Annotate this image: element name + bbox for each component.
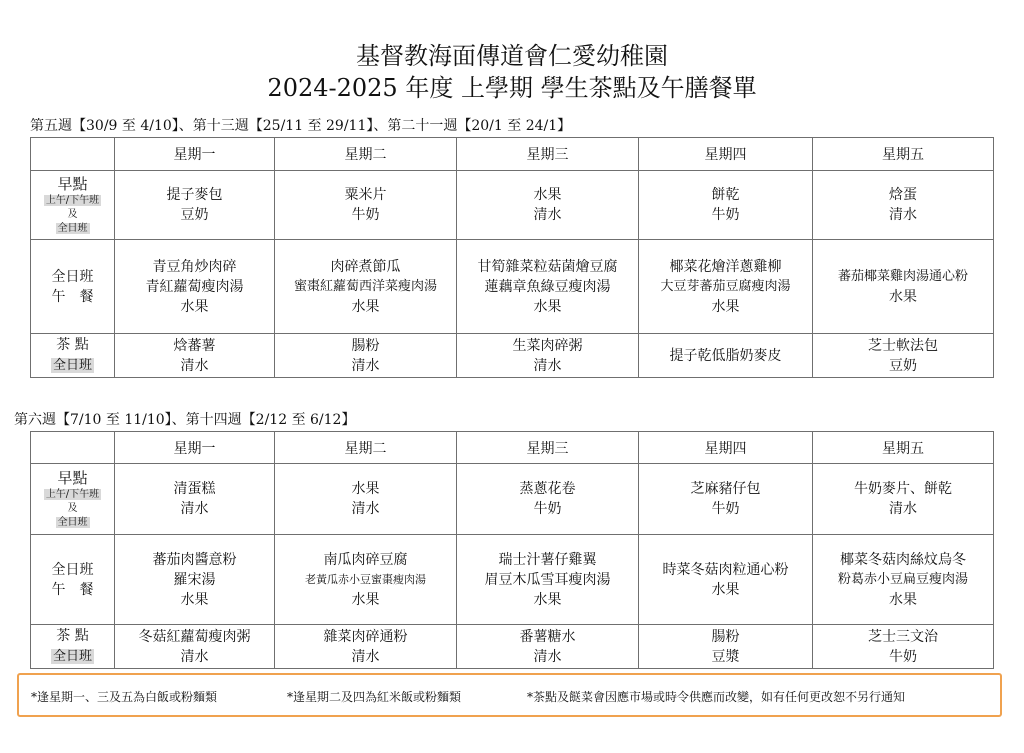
menu-item-text (33, 194, 112, 208)
menu-item-text (33, 516, 112, 530)
menu-cell (275, 535, 457, 625)
menu-item-text: 全日班 (52, 649, 92, 664)
menu-item-text: 老黃瓜赤小豆蜜棗瘦肉湯 (305, 572, 426, 586)
menu-cell (639, 625, 813, 669)
footer-notes-box (17, 673, 1002, 717)
menu-item-text: 上午/下午班 (45, 488, 100, 500)
menu-item-text: 焓蕃薯 (173, 337, 216, 354)
menu-item-text: 上午/下午班 (45, 194, 100, 206)
day-header: 星期三 (457, 138, 639, 171)
menu-item-text: 清水 (889, 501, 917, 517)
note-red-rice: *逢星期二及四為紅米飯或粉麵類 (287, 690, 462, 704)
menu-item-text: 青豆角炒肉碎 (152, 258, 237, 275)
menu-cell (457, 240, 639, 334)
menu-item-text: 青紅蘿蔔瘦肉湯 (145, 278, 244, 295)
menu-item-text: 水果 (180, 298, 209, 315)
menu-item-text: 午 餐 (51, 288, 94, 305)
tea-row-label (31, 625, 115, 669)
menu-item-text: 早點 (57, 174, 88, 193)
menu-item-text: 粟米片 (344, 187, 387, 203)
menu-item-text: 生菜肉碎粥 (512, 337, 583, 354)
menu-item-text: 椰菜冬菇肉絲炆烏冬 (840, 551, 966, 568)
menu-cell (813, 535, 994, 625)
menu-item-text: 清水 (180, 648, 209, 665)
menu-table-week-b (30, 431, 994, 669)
menu-cell (115, 240, 275, 334)
menu-item-text: 豆奶 (889, 357, 917, 374)
menu-cell (457, 535, 639, 625)
menu-term-title: 2024-2025 年度 上學期 學生茶點及午膳餐單 (267, 74, 757, 102)
menu-item-text: 茶 點 (56, 628, 89, 644)
menu-item-text: 牛奶 (351, 207, 380, 223)
menu-item-text: 牛奶 (711, 207, 740, 223)
note-white-rice: *逢星期一、三及五為白飯或粉麵類 (31, 690, 218, 704)
menu-cell (639, 535, 813, 625)
corner-cell (31, 432, 115, 464)
day-header: 星期三 (457, 432, 639, 464)
menu-item-text: 南瓜肉碎豆腐 (323, 551, 408, 568)
menu-item-text: 腸粉 (711, 628, 740, 645)
menu-item-text: 清水 (533, 207, 562, 223)
menu-cell (115, 464, 275, 535)
day-header: 星期五 (813, 138, 994, 171)
menu-item-text: 芝麻豬仔包 (690, 481, 761, 497)
menu-item-text: 蕃茄肉醬意粉 (152, 551, 237, 568)
header-row (31, 138, 994, 171)
menu-item-text: 甘筍雜菜粒菇菌燴豆腐 (477, 258, 618, 275)
menu-item-text: 大豆芽蕃茄豆腐瘦肉湯 (660, 278, 791, 294)
menu-item-text: 全日班 (52, 358, 92, 373)
menu-item-text: 清水 (351, 648, 380, 665)
menu-item-text: 清水 (180, 501, 209, 517)
menu-cell (457, 464, 639, 535)
menu-cell (813, 625, 994, 669)
menu-cell (115, 535, 275, 625)
menu-item-text: 及 (67, 502, 78, 514)
menu-item-text: 椰菜花燴洋蔥雞柳 (669, 258, 782, 275)
menu-cell (275, 625, 457, 669)
menu-item-text: 水果 (351, 591, 380, 608)
menu-cell (457, 171, 639, 240)
menu-item-text: 及 (67, 208, 78, 220)
menu-cell (457, 625, 639, 669)
menu-item-text: 全日班 (57, 222, 88, 234)
menu-item-text: 清水 (351, 357, 380, 374)
menu-item-text: 牛奶 (889, 648, 917, 665)
lunch-row (31, 240, 994, 334)
menu-item-text: 水果 (889, 288, 917, 305)
menu-item-text: 清水 (180, 357, 209, 374)
breakfast-row (31, 464, 994, 535)
menu-item-text: 水果 (711, 298, 740, 315)
week-b-label: 第六週【7/10 至 11/10】、第十四週【2/12 至 6/12】 (14, 412, 356, 428)
menu-item-text: 早點 (57, 468, 88, 487)
menu-item-text: 豆漿 (711, 648, 740, 665)
menu-item-text: 羅宋湯 (173, 571, 216, 588)
menu-item-text: 芝士三文治 (868, 628, 938, 645)
day-header: 星期二 (275, 138, 457, 171)
week-a-label: 第五週【30/9 至 4/10】、第十三週【25/11 至 29/11】、第二十一週【20/1 至 24/1】 (30, 118, 572, 134)
menu-table-week-a (30, 137, 994, 378)
menu-item-text: 餅乾 (711, 187, 740, 203)
menu-item-text: 提子麥包 (166, 187, 223, 203)
day-header: 星期一 (115, 432, 275, 464)
menu-item-text: 蒸蔥花卷 (519, 481, 576, 497)
menu-item-text: 肉碎煮節瓜 (330, 258, 401, 275)
lunch-row-label (31, 240, 115, 334)
menu-item-text: 水果 (533, 187, 562, 203)
menu-item-text: 清蛋糕 (173, 481, 216, 497)
menu-item-text: 全日班 (57, 516, 88, 528)
lunch-row-label (31, 535, 115, 625)
note-menu-change: *茶點及餸菜會因應市場或時令供應而改變，如有任何更改恕不另行通知 (527, 690, 906, 704)
menu-item-text: 牛奶麥片、餅乾 (854, 481, 952, 497)
menu-cell (275, 464, 457, 535)
breakfast-row-label (31, 171, 115, 240)
menu-cell (457, 334, 639, 378)
menu-cell (813, 334, 994, 378)
menu-cell (275, 240, 457, 334)
menu-item-text: 水果 (351, 481, 380, 497)
menu-cell (639, 240, 813, 334)
breakfast-row-label (31, 464, 115, 535)
day-header: 星期四 (639, 432, 813, 464)
school-name-title: 基督教海面傳道會仁愛幼稚園 (356, 42, 668, 70)
menu-item-text: 腸粉 (351, 337, 380, 354)
header-row (31, 432, 994, 464)
menu-item-text (33, 222, 112, 236)
menu-item-text: 水果 (351, 298, 380, 315)
menu-item-text: 蜜棗紅蘿蔔西洋菜瘦肉湯 (293, 278, 437, 294)
menu-cell (639, 171, 813, 240)
menu-item-text: 清水 (351, 501, 380, 517)
menu-cell (639, 464, 813, 535)
menu-item-text: 提子乾低脂奶麥皮 (669, 347, 782, 364)
menu-item-text: 豆奶 (180, 207, 209, 223)
menu-item-text: 芝士軟法包 (868, 337, 938, 354)
day-header: 星期四 (639, 138, 813, 171)
menu-item-text: 瑞士汁薯仔雞翼 (498, 551, 597, 568)
menu-cell (639, 334, 813, 378)
menu-item-text: 時菜冬菇肉粒通心粉 (662, 561, 789, 578)
tea-row (31, 334, 994, 378)
menu-item-text: 全日班 (51, 268, 94, 285)
menu-item-text: 水果 (533, 591, 562, 608)
menu-item-text: 午 餐 (51, 581, 94, 598)
menu-cell (275, 334, 457, 378)
tea-row (31, 625, 994, 669)
tea-row-label (31, 334, 115, 378)
breakfast-row (31, 171, 994, 240)
menu-cell (115, 625, 275, 669)
corner-cell (31, 138, 115, 171)
menu-item-text (33, 355, 112, 376)
menu-cell (115, 334, 275, 378)
menu-item-text: 清水 (533, 357, 562, 374)
menu-item-text: 水果 (533, 298, 562, 315)
menu-cell (813, 171, 994, 240)
menu-item-text: 全日班 (51, 561, 94, 578)
day-header: 星期五 (813, 432, 994, 464)
menu-item-text: 眉豆木瓜雪耳瘦肉湯 (484, 571, 611, 588)
menu-item-text: 清水 (889, 207, 917, 223)
menu-item-text: 水果 (180, 591, 209, 608)
menu-item-text: 蕃茄椰菜雞肉湯通心粉 (837, 268, 968, 284)
menu-item-text: 雜菜肉碎通粉 (323, 628, 408, 645)
menu-item-text: 清水 (533, 648, 562, 665)
menu-item-text: 水果 (889, 591, 917, 608)
menu-item-text (33, 646, 112, 667)
menu-item-text: 粉葛赤小豆扁豆瘦肉湯 (837, 571, 968, 587)
menu-cell (813, 240, 994, 334)
menu-cell (275, 171, 457, 240)
menu-item-text: 焓蛋 (889, 187, 917, 203)
menu-item-text: 蓮藕章魚綠豆瘦肉湯 (484, 278, 611, 295)
menu-cell (115, 171, 275, 240)
menu-item-text: 牛奶 (533, 501, 562, 517)
day-header: 星期一 (115, 138, 275, 171)
menu-cell (813, 464, 994, 535)
menu-item-text: 水果 (711, 581, 740, 598)
day-header: 星期二 (275, 432, 457, 464)
menu-item-text: 茶 點 (56, 337, 89, 353)
lunch-row (31, 535, 994, 625)
menu-item-text: 冬菇紅蘿蔔瘦肉粥 (138, 628, 251, 645)
menu-item-text: 番薯糖水 (519, 628, 576, 645)
menu-item-text: 牛奶 (711, 501, 740, 517)
menu-item-text (33, 488, 112, 502)
